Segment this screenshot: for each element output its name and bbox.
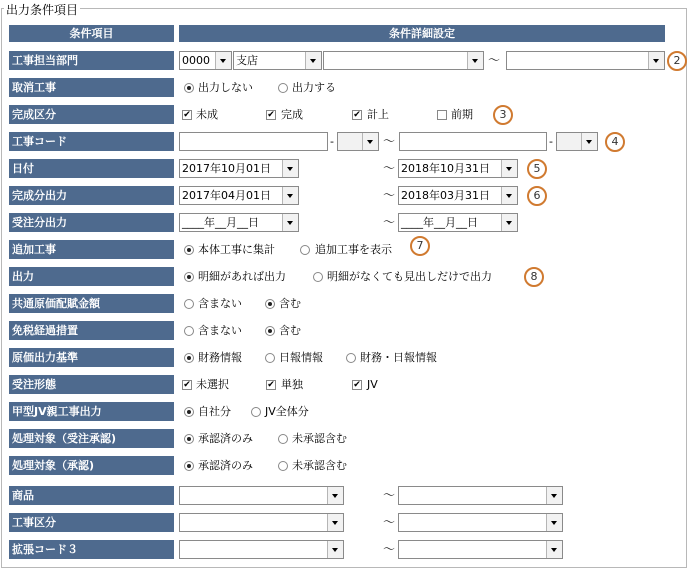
additional-show-radio[interactable] xyxy=(300,245,310,255)
label-order-output: 受注分出力 xyxy=(9,213,174,232)
cost-basis-daily-radio[interactable] xyxy=(265,353,275,363)
label-date: 日付 xyxy=(9,159,174,178)
ext-code3-to-select[interactable] xyxy=(398,540,563,559)
order-approval-approved-radio[interactable] xyxy=(184,434,194,444)
label-output: 出力 xyxy=(9,267,174,286)
order-form-unselected-label: 未選択 xyxy=(196,378,229,391)
cancel-yes-label: 出力する xyxy=(292,81,336,94)
jv-total-label: JV全体分 xyxy=(265,405,309,418)
approval-approved-label: 承認済のみ xyxy=(198,459,253,472)
cancel-yes-radio[interactable] xyxy=(278,83,288,93)
cancel-no-radio[interactable] xyxy=(184,83,194,93)
date-from-picker[interactable] xyxy=(179,159,299,178)
order-form-jv-label: JV xyxy=(367,378,378,391)
chevron-down-icon xyxy=(581,133,597,150)
completion-previous-label: 前期 xyxy=(451,108,473,121)
chevron-down-icon xyxy=(501,214,517,231)
additional-show-label: 追加工事を表示 xyxy=(315,243,392,256)
completed-from-picker[interactable] xyxy=(179,186,299,205)
completion-previous-checkbox[interactable] xyxy=(437,110,447,120)
dept-branch-select[interactable] xyxy=(233,51,322,70)
project-code-from-input[interactable] xyxy=(179,132,328,151)
completion-finished-checkbox[interactable]: ✔ xyxy=(267,110,275,120)
order-approval-approved-label: 承認済のみ xyxy=(198,432,253,445)
order-form-jv-checkbox[interactable]: ✔ xyxy=(353,380,361,390)
completed-to-value: 2018年03月31日 xyxy=(401,189,490,202)
chevron-down-icon xyxy=(327,541,343,558)
fieldset-legend: 出力条件項目 xyxy=(6,3,79,17)
dept-code-select[interactable] xyxy=(179,51,232,70)
product-to-select[interactable] xyxy=(398,486,563,505)
label-completion: 完成区分 xyxy=(9,105,174,124)
code-dash: - xyxy=(330,135,334,148)
chevron-down-icon xyxy=(327,487,343,504)
range-separator: ～ xyxy=(383,134,396,148)
callout-badge-3: 3 xyxy=(493,105,513,125)
label-tax-exempt: 免税経過措置 xyxy=(9,321,174,340)
range-separator: ～ xyxy=(383,188,396,202)
additional-aggregate-label: 本体工事に集計 xyxy=(198,243,275,256)
label-order-form: 受注形態 xyxy=(9,375,174,394)
output-if-details-radio[interactable] xyxy=(184,272,194,282)
project-code-to-input[interactable] xyxy=(399,132,547,151)
label-target-order-approval: 処理対象（受注承認) xyxy=(9,429,174,448)
output-headers-only-label: 明細がなくても見出しだけで出力 xyxy=(327,270,492,283)
range-separator: ～ xyxy=(383,542,396,556)
label-cancel: 取消工事 xyxy=(9,78,174,97)
date-to-value: 2018年10月31日 xyxy=(401,162,490,175)
common-cost-exclude-label: 含まない xyxy=(198,297,242,310)
label-project-code: 工事コード xyxy=(9,132,174,151)
approval-unapproved-radio[interactable] xyxy=(278,461,288,471)
order-from-value: ____年__月__日 xyxy=(182,216,259,229)
chevron-down-icon xyxy=(501,187,517,204)
completion-unfinished-label: 未成 xyxy=(196,108,218,121)
jv-own-label: 自社分 xyxy=(198,405,231,418)
cost-basis-daily-label: 日報情報 xyxy=(279,351,323,364)
cost-basis-both-radio[interactable] xyxy=(346,353,356,363)
chevron-down-icon xyxy=(215,52,231,69)
chevron-down-icon xyxy=(546,541,562,558)
label-work-type: 工事区分 xyxy=(9,513,174,532)
callout-badge-2: 2 xyxy=(667,51,687,71)
code-dash: - xyxy=(549,135,553,148)
date-from-value: 2017年10月01日 xyxy=(182,162,271,175)
label-cost-basis: 原価出力基準 xyxy=(9,348,174,367)
chevron-down-icon xyxy=(501,160,517,177)
range-separator: ～ xyxy=(383,488,396,502)
callout-badge-7: 7 xyxy=(410,236,430,256)
tax-exempt-exclude-radio[interactable] xyxy=(184,326,194,336)
chevron-down-icon xyxy=(305,52,321,69)
cancel-no-label: 出力しない xyxy=(198,81,253,94)
tax-exempt-include-radio[interactable] xyxy=(265,326,275,336)
completion-finished-label: 完成 xyxy=(281,108,303,121)
label-common-cost: 共通原価配賦金額 xyxy=(9,294,174,313)
common-cost-exclude-radio[interactable] xyxy=(184,299,194,309)
dept-code-value: 0000 xyxy=(182,54,210,67)
product-from-select[interactable] xyxy=(179,486,344,505)
dept-from-select[interactable] xyxy=(323,51,484,70)
order-from-picker[interactable] xyxy=(179,213,299,232)
label-dept: 工事担当部門 xyxy=(9,51,174,70)
range-separator: ～ xyxy=(383,215,396,229)
label-completed-output: 完成分出力 xyxy=(9,186,174,205)
label-target-approval: 処理対象（承認) xyxy=(9,456,174,475)
date-to-picker[interactable] xyxy=(398,159,518,178)
work-type-to-select[interactable] xyxy=(398,513,563,532)
tax-exempt-include-label: 含む xyxy=(279,324,301,337)
order-form-single-label: 単独 xyxy=(281,378,303,391)
chevron-down-icon xyxy=(546,514,562,531)
completion-unfinished-checkbox[interactable]: ✔ xyxy=(183,110,191,120)
completion-recorded-checkbox[interactable]: ✔ xyxy=(353,110,361,120)
completed-from-value: 2017年04月01日 xyxy=(182,189,271,202)
range-separator: ～ xyxy=(488,53,501,67)
cost-basis-finance-label: 財務情報 xyxy=(198,351,242,364)
output-if-details-label: 明細があれば出力 xyxy=(198,270,286,283)
order-approval-unapproved-radio[interactable] xyxy=(278,434,288,444)
label-additional: 追加工事 xyxy=(9,240,174,259)
chevron-down-icon xyxy=(282,187,298,204)
output-headers-only-radio[interactable] xyxy=(313,272,323,282)
chevron-down-icon xyxy=(327,514,343,531)
chevron-down-icon xyxy=(282,160,298,177)
callout-badge-8: 8 xyxy=(524,267,544,287)
common-cost-include-radio[interactable] xyxy=(265,299,275,309)
jv-own-radio[interactable] xyxy=(184,407,194,417)
chevron-down-icon xyxy=(362,133,378,150)
header-condition-item: 条件項目 xyxy=(9,25,174,42)
chevron-down-icon xyxy=(467,52,483,69)
chevron-down-icon xyxy=(282,214,298,231)
common-cost-include-label: 含む xyxy=(279,297,301,310)
chevron-down-icon xyxy=(648,52,664,69)
order-to-picker[interactable] xyxy=(398,213,518,232)
order-to-value: ____年__月__日 xyxy=(401,216,478,229)
header-condition-detail: 条件詳細設定 xyxy=(179,25,665,42)
chevron-down-icon xyxy=(546,487,562,504)
completed-to-picker[interactable] xyxy=(398,186,518,205)
callout-badge-6: 6 xyxy=(527,186,547,206)
additional-aggregate-radio[interactable] xyxy=(184,245,194,255)
callout-badge-5: 5 xyxy=(527,159,547,179)
dept-to-select[interactable] xyxy=(506,51,665,70)
label-ext-code3: 拡張コード３ xyxy=(9,540,174,559)
callout-badge-4: 4 xyxy=(605,132,625,152)
cost-basis-finance-radio[interactable] xyxy=(184,353,194,363)
completion-recorded-label: 計上 xyxy=(367,108,389,121)
order-form-unselected-checkbox[interactable]: ✔ xyxy=(183,380,191,390)
work-type-from-select[interactable] xyxy=(179,513,344,532)
label-product: 商品 xyxy=(9,486,174,505)
range-separator: ～ xyxy=(383,161,396,175)
ext-code3-from-select[interactable] xyxy=(179,540,344,559)
project-code-to-branch-select[interactable] xyxy=(556,132,598,151)
jv-total-radio[interactable] xyxy=(251,407,261,417)
label-jv-parent: 甲型JV親工事出力 xyxy=(9,402,174,421)
approval-approved-radio[interactable] xyxy=(184,461,194,471)
project-code-from-branch-select[interactable] xyxy=(337,132,379,151)
order-approval-unapproved-label: 未承認含む xyxy=(292,432,347,445)
tax-exempt-exclude-label: 含まない xyxy=(198,324,242,337)
approval-unapproved-label: 未承認含む xyxy=(292,459,347,472)
order-form-single-checkbox[interactable]: ✔ xyxy=(267,380,275,390)
dept-branch-value: 支店 xyxy=(236,54,258,67)
range-separator: ～ xyxy=(383,515,396,529)
cost-basis-both-label: 財務・日報情報 xyxy=(360,351,437,364)
